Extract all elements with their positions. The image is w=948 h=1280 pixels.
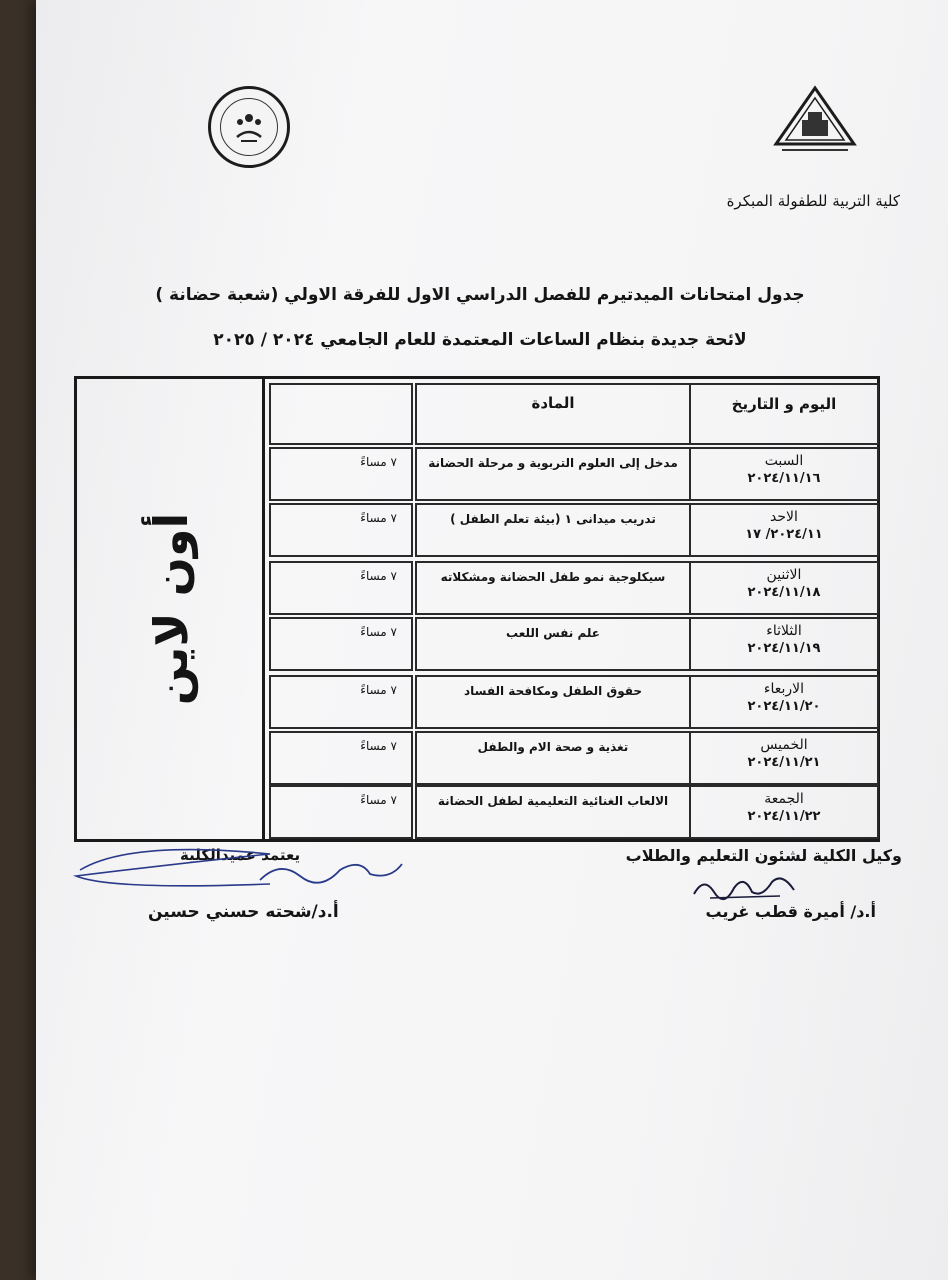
header-subject: المادة: [415, 383, 691, 445]
exam-day: الاربعاء: [763, 681, 805, 697]
exam-day: الاحد: [770, 509, 798, 525]
exam-subject: تغذية و صحة الام والطفل: [415, 731, 691, 785]
dean-title: يعتمد عميدالكلية: [180, 846, 301, 864]
exam-subject: مدخل إلى العلوم التربوية و مرحلة الحضانة: [415, 447, 691, 501]
exam-day-cell: [689, 447, 879, 501]
exam-day-cell: [689, 561, 879, 615]
exam-day: السبت: [764, 453, 804, 469]
exam-day: الجمعة: [764, 791, 804, 807]
exam-day-cell: [689, 785, 879, 839]
exam-day: الاثنين: [766, 567, 802, 583]
header-day-date: اليوم و التاريخ: [689, 383, 879, 445]
early-childhood-faculty-logo: [208, 86, 290, 168]
table-row: [269, 731, 879, 785]
university-seal-logo: [772, 84, 858, 154]
exam-date: ٢٠٢٤/١١/١٩: [747, 641, 821, 656]
exam-time: ٧ مساءً: [269, 617, 413, 671]
table-row: [269, 675, 879, 729]
exam-date: ٢٠٢٤/١١/١٦: [747, 471, 821, 486]
exam-date: ٢٠٢٤/١١/١٨: [747, 585, 821, 600]
exam-day: الثلاثاء: [766, 623, 802, 639]
vice-dean-name: أ.د/ أميرة قطب غريب: [705, 902, 876, 921]
header-time: [269, 383, 413, 445]
table-row: [269, 785, 879, 839]
exam-day-cell: [689, 675, 879, 729]
exam-day-cell: [689, 731, 879, 785]
exam-time: ٧ مساءً: [269, 447, 413, 501]
exam-date: ٢٠٢٤/١١/ ١٧: [745, 527, 823, 542]
exam-subject: الالعاب الغنائية التعليمية لطفل الحضانة: [415, 785, 691, 839]
dean-signature-icon: [70, 840, 410, 900]
exam-date: ٢٠٢٤/١١/٢٢: [747, 809, 821, 824]
schedule-subtitle: لائحة جديدة بنظام الساعات المعتمدة للعام الجامعي ٢٠٢٤ / ٢٠٢٥: [213, 330, 747, 350]
table-row: [269, 447, 879, 501]
exam-day-cell: [689, 503, 879, 557]
exam-time: ٧ مساءً: [269, 785, 413, 839]
table-row: [269, 617, 879, 671]
exam-time: ٧ مساءً: [269, 503, 413, 557]
exam-date: ٢٠٢٤/١١/٢١: [747, 755, 821, 770]
exam-subject: تدريب ميدانى ١ (بيئة تعلم الطفل ): [415, 503, 691, 557]
vice-dean-signature-icon: [690, 870, 800, 904]
exam-mode-column: [77, 379, 265, 839]
exam-mode-label: أون لاين: [144, 512, 198, 706]
table-row: [269, 561, 879, 615]
exam-subject: سيكلوجية نمو طفل الحضانة ومشكلاته: [415, 561, 691, 615]
exam-date: ٢٠٢٤/١١/٢٠: [747, 699, 821, 714]
exam-subject: علم نفس اللعب: [415, 617, 691, 671]
exam-subject: حقوق الطفل ومكافحة الفساد: [415, 675, 691, 729]
table-header-row: [269, 383, 879, 445]
vice-dean-title: وكيل الكلية لشئون التعليم والطلاب: [625, 846, 902, 865]
exam-day-cell: [689, 617, 879, 671]
exam-time: ٧ مساءً: [269, 675, 413, 729]
table-row: [269, 503, 879, 557]
dean-name: أ.د/شحته حسني حسين: [148, 902, 339, 922]
exam-schedule-table: [74, 376, 880, 842]
exam-time: ٧ مساءً: [269, 561, 413, 615]
schedule-title: جدول امتحانات الميدتيرم للفصل الدراسي الاول للفرقة الاولي (شعبة حضانة ): [155, 285, 805, 305]
exam-day: الخميس: [760, 737, 808, 753]
exam-time: ٧ مساءً: [269, 731, 413, 785]
faculty-name: كلية التربية للطفولة المبكرة: [726, 192, 900, 210]
